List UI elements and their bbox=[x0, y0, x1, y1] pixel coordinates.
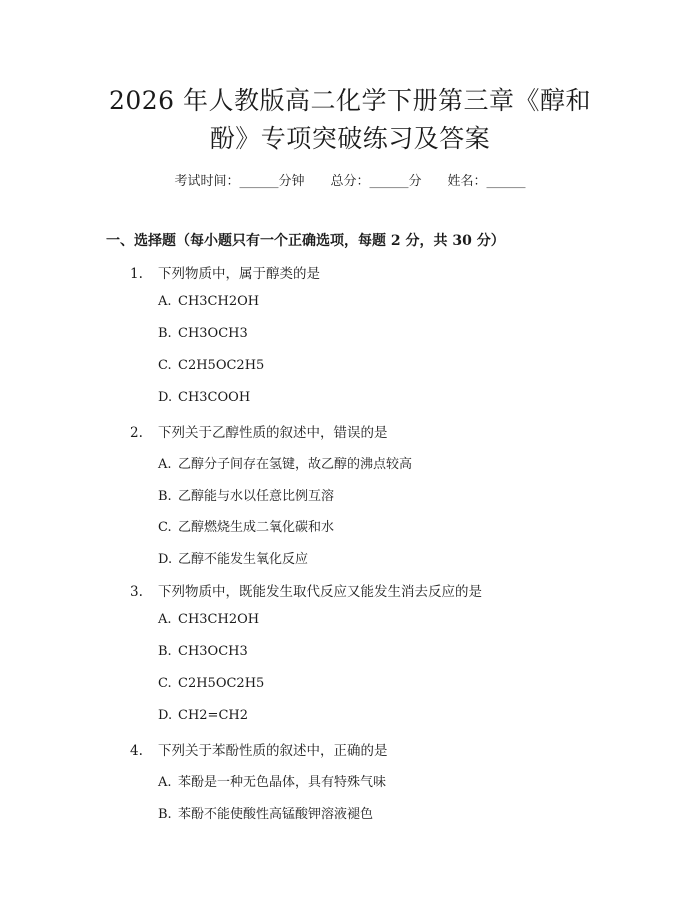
option-text: CH3OCH3 bbox=[178, 326, 248, 341]
option-item bbox=[158, 326, 248, 341]
option-text: CH3CH2OH bbox=[178, 612, 260, 627]
option-item bbox=[158, 771, 386, 790]
question-text: 下列物质中，既能发生取代反应又能发生消去反应的是 bbox=[158, 584, 482, 600]
option-letter: A. bbox=[158, 457, 172, 472]
question-1 bbox=[130, 262, 320, 282]
option-text: 乙醇能与水以任意比例互溶 bbox=[178, 489, 335, 504]
option-text: 乙醇燃烧生成二氧化碳和水 bbox=[178, 520, 335, 535]
option-letter: D. bbox=[158, 552, 173, 567]
option-item bbox=[158, 453, 412, 472]
option-text: CH3COOH bbox=[178, 390, 251, 405]
question-3 bbox=[130, 580, 482, 600]
option-letter: C. bbox=[158, 358, 172, 373]
option-item bbox=[158, 358, 264, 373]
option-item bbox=[158, 803, 373, 822]
question-number: 3. bbox=[130, 584, 143, 600]
option-text: CH2=CH2 bbox=[178, 708, 249, 723]
option-letter: A. bbox=[158, 775, 172, 790]
option-letter: B. bbox=[158, 326, 172, 341]
option-letter: A. bbox=[158, 294, 172, 309]
option-item bbox=[158, 676, 264, 691]
exam-info: 考试时间：______分钟 总分：______分 姓名：______ bbox=[174, 174, 526, 189]
document-title-line1: 2026 年人教版高二化学下册第三章《醇和 bbox=[108, 86, 592, 115]
question-number: 2. bbox=[130, 425, 143, 441]
question-text: 下列关于乙醇性质的叙述中，错误的是 bbox=[158, 425, 388, 441]
question-text: 下列物质中，属于醇类的是 bbox=[158, 266, 320, 282]
option-text: 苯酚不能使酸性高锰酸钾溶液褪色 bbox=[178, 807, 374, 822]
option-item bbox=[158, 708, 248, 723]
option-text: 乙醇不能发生氧化反应 bbox=[178, 552, 309, 567]
section-heading: 一、选择题（每小题只有一个正确选项，每题 2 分，共 30 分） bbox=[106, 233, 505, 249]
option-item bbox=[158, 485, 334, 504]
option-item bbox=[158, 548, 308, 567]
question-4 bbox=[130, 739, 388, 759]
option-letter: C. bbox=[158, 676, 172, 691]
option-item bbox=[158, 390, 250, 405]
question-number: 4. bbox=[130, 743, 143, 759]
option-letter: C. bbox=[158, 520, 172, 535]
option-letter: B. bbox=[158, 807, 172, 822]
option-letter: B. bbox=[158, 644, 172, 659]
option-letter: B. bbox=[158, 489, 172, 504]
option-text: CH3OCH3 bbox=[178, 644, 248, 659]
document-title-line2: 酚》专项突破练习及答案 bbox=[209, 124, 491, 153]
option-text: 苯酚是一种无色晶体，具有特殊气味 bbox=[178, 775, 387, 790]
option-letter: D. bbox=[158, 708, 173, 723]
question-text: 下列关于苯酚性质的叙述中，正确的是 bbox=[158, 743, 388, 759]
question-2 bbox=[130, 421, 388, 441]
option-text: CH3CH2OH bbox=[178, 294, 260, 309]
option-text: C2H5OC2H5 bbox=[178, 676, 265, 691]
option-item bbox=[158, 644, 248, 659]
option-letter: D. bbox=[158, 390, 173, 405]
option-text: C2H5OC2H5 bbox=[178, 358, 265, 373]
option-item bbox=[158, 612, 259, 627]
option-text: 乙醇分子间存在氢键，故乙醇的沸点较高 bbox=[178, 457, 413, 472]
option-letter: A. bbox=[158, 612, 172, 627]
option-item bbox=[158, 516, 334, 535]
question-number: 1. bbox=[130, 266, 143, 282]
option-item bbox=[158, 294, 259, 309]
